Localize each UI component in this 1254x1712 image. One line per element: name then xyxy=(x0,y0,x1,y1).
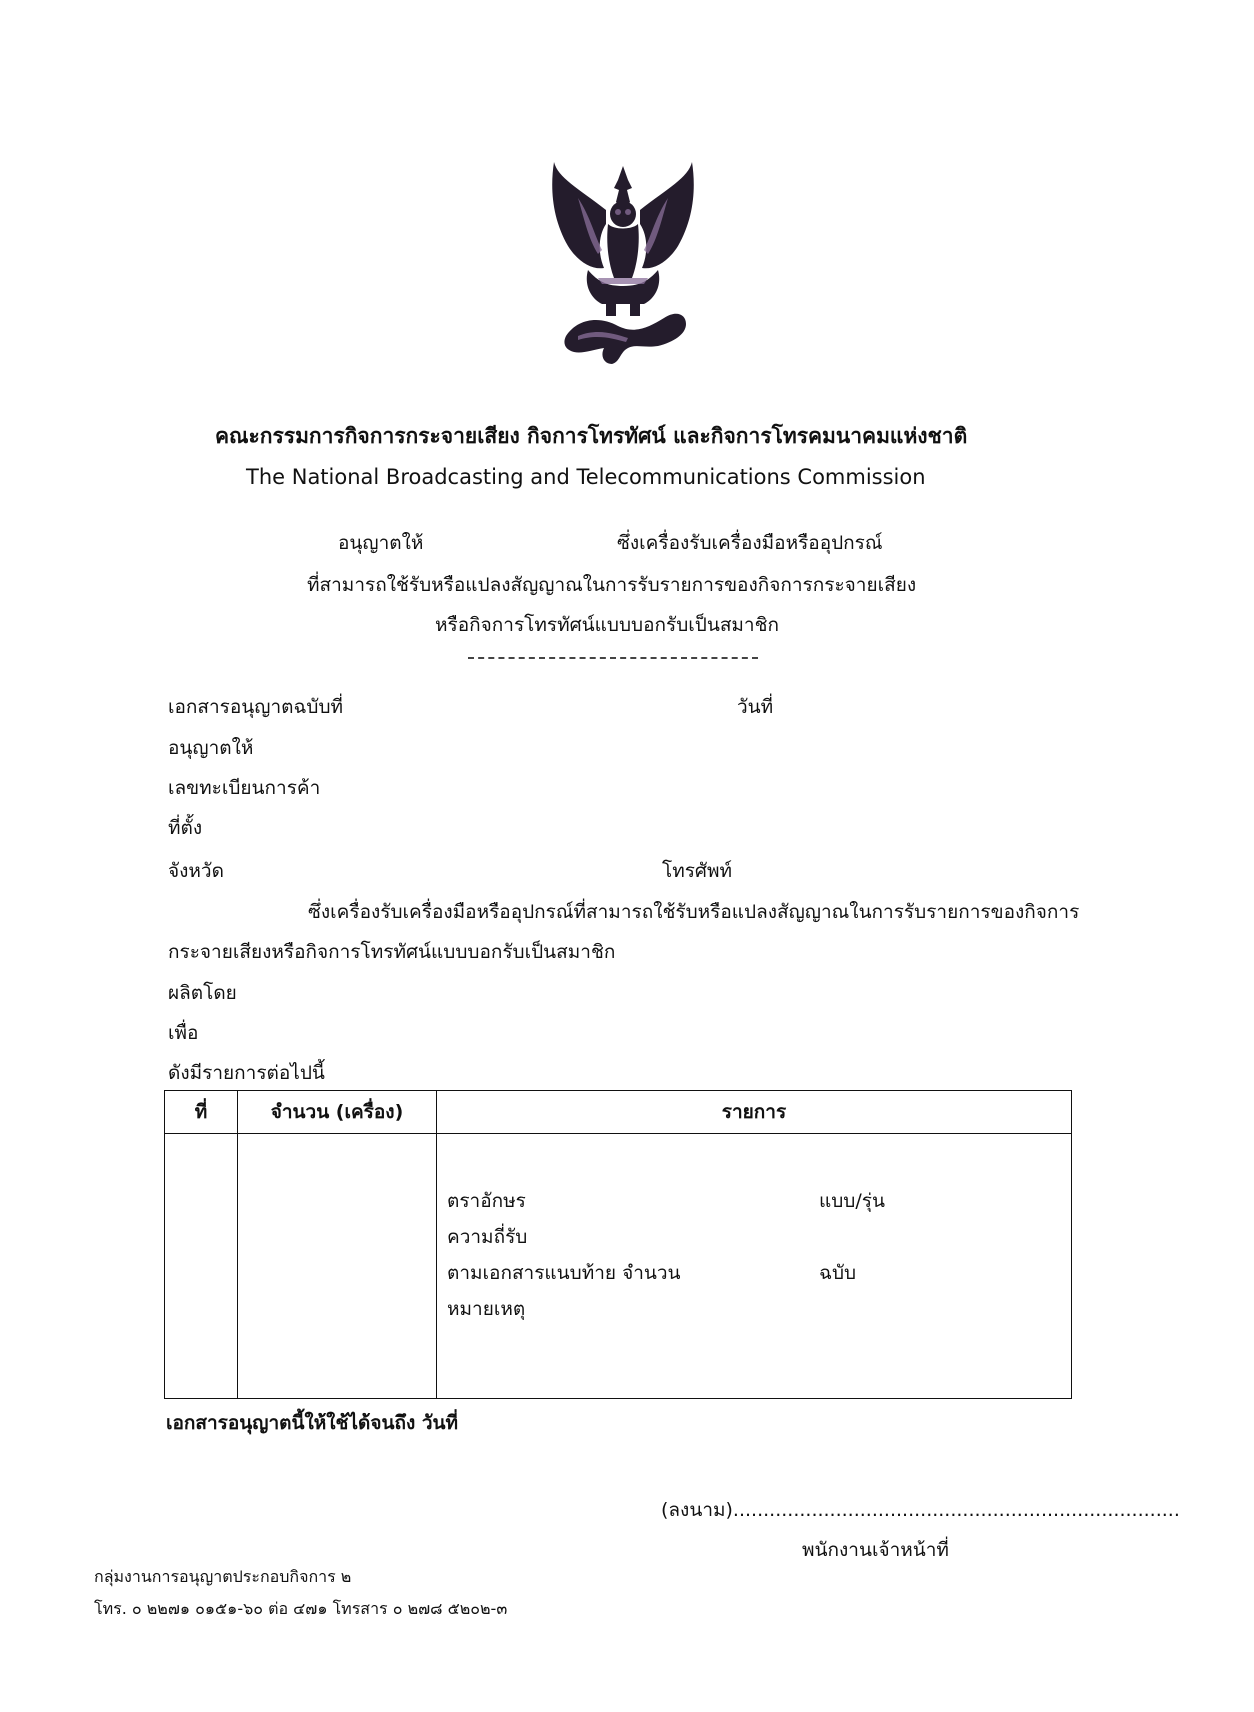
phone-label: โทรศัพท์ xyxy=(662,860,733,882)
col-header-items: รายการ xyxy=(437,1091,1072,1134)
signature-line: (ลงนาม).......................................................................... xyxy=(661,1499,1180,1521)
intro-device-label: ซึ่งเครื่องรับเครื่องมือหรืออุปกรณ์ xyxy=(617,532,883,554)
purpose-label: เพื่อ xyxy=(168,1022,199,1044)
col-header-quantity: จำนวน (เครื่อง) xyxy=(238,1091,437,1134)
attachments-label: ตามเอกสารแนบท้าย จำนวน xyxy=(447,1262,681,1284)
doc-number-label: เอกสารอนุญาตฉบับที่ xyxy=(168,696,344,718)
address-label: ที่ตั้ง xyxy=(168,817,203,839)
date-label: วันที่ xyxy=(737,696,774,718)
cell-quantity xyxy=(238,1134,437,1399)
section-divider xyxy=(468,657,758,659)
model-label: แบบ/รุ่น xyxy=(819,1190,885,1212)
intro-line-2: ที่สามารถใช้รับหรือแปลงสัญญาณในการรับรายการของกิจการกระจายเสียง xyxy=(307,574,917,596)
garuda-emblem-icon xyxy=(548,158,698,364)
table-header-row xyxy=(165,1091,1072,1134)
copies-label: ฉบับ xyxy=(819,1262,857,1284)
device-paragraph-line-2: กระจายเสียงหรือกิจการโทรทัศน์แบบบอกรับเป็นสมาชิก xyxy=(168,941,616,963)
officer-title: พนักงานเจ้าหน้าที่ xyxy=(802,1539,949,1561)
permit-to-label: อนุญาตให้ xyxy=(168,737,254,759)
trade-registration-label: เลขทะเบียนการค้า xyxy=(168,777,321,799)
cell-no xyxy=(165,1134,238,1399)
device-paragraph-line-1: ซึ่งเครื่องรับเครื่องมือหรืออุปกรณ์ที่สามารถใช้รับหรือแปลงสัญญาณในการรับรายการของกิจการ xyxy=(308,901,1080,923)
remarks-label: หมายเหตุ xyxy=(447,1298,526,1320)
province-label: จังหวัด xyxy=(168,860,224,882)
list-intro-label: ดังมีรายการต่อไปนี้ xyxy=(168,1062,325,1084)
items-table xyxy=(164,1090,1072,1399)
produced-by-label: ผลิตโดย xyxy=(168,982,237,1004)
frequency-label: ความถี่รับ xyxy=(447,1226,528,1248)
commission-title-th: คณะกรรมการกิจการกระจายเสียง กิจการโทรทัศน์ และกิจการโทรคมนาคมแห่งชาติ xyxy=(215,424,968,448)
intro-line-3: หรือกิจการโทรทัศน์แบบบอกรับเป็นสมาชิก xyxy=(435,614,780,636)
validity-label: เอกสารอนุญาตนี้ให้ใช้ได้จนถึง วันที่ xyxy=(166,1412,459,1434)
table-row xyxy=(165,1134,1072,1399)
footer-division: กลุ่มงานการอนุญาตประกอบกิจการ ๒ xyxy=(94,1567,352,1586)
brand-label: ตราอักษร xyxy=(447,1190,526,1212)
col-header-no: ที่ xyxy=(165,1091,238,1134)
commission-title-en: The National Broadcasting and Telecommunications Commission xyxy=(246,465,926,489)
footer-contact: โทร. ๐ ๒๒๗๑ ๐๑๕๑-๖๐ ต่อ ๔๗๑ โทรสาร ๐ ๒๗๘ ๕๒๐๒-๓ xyxy=(94,1599,508,1618)
intro-permit-label: อนุญาตให้ xyxy=(338,532,424,554)
cell-items xyxy=(437,1134,1072,1399)
